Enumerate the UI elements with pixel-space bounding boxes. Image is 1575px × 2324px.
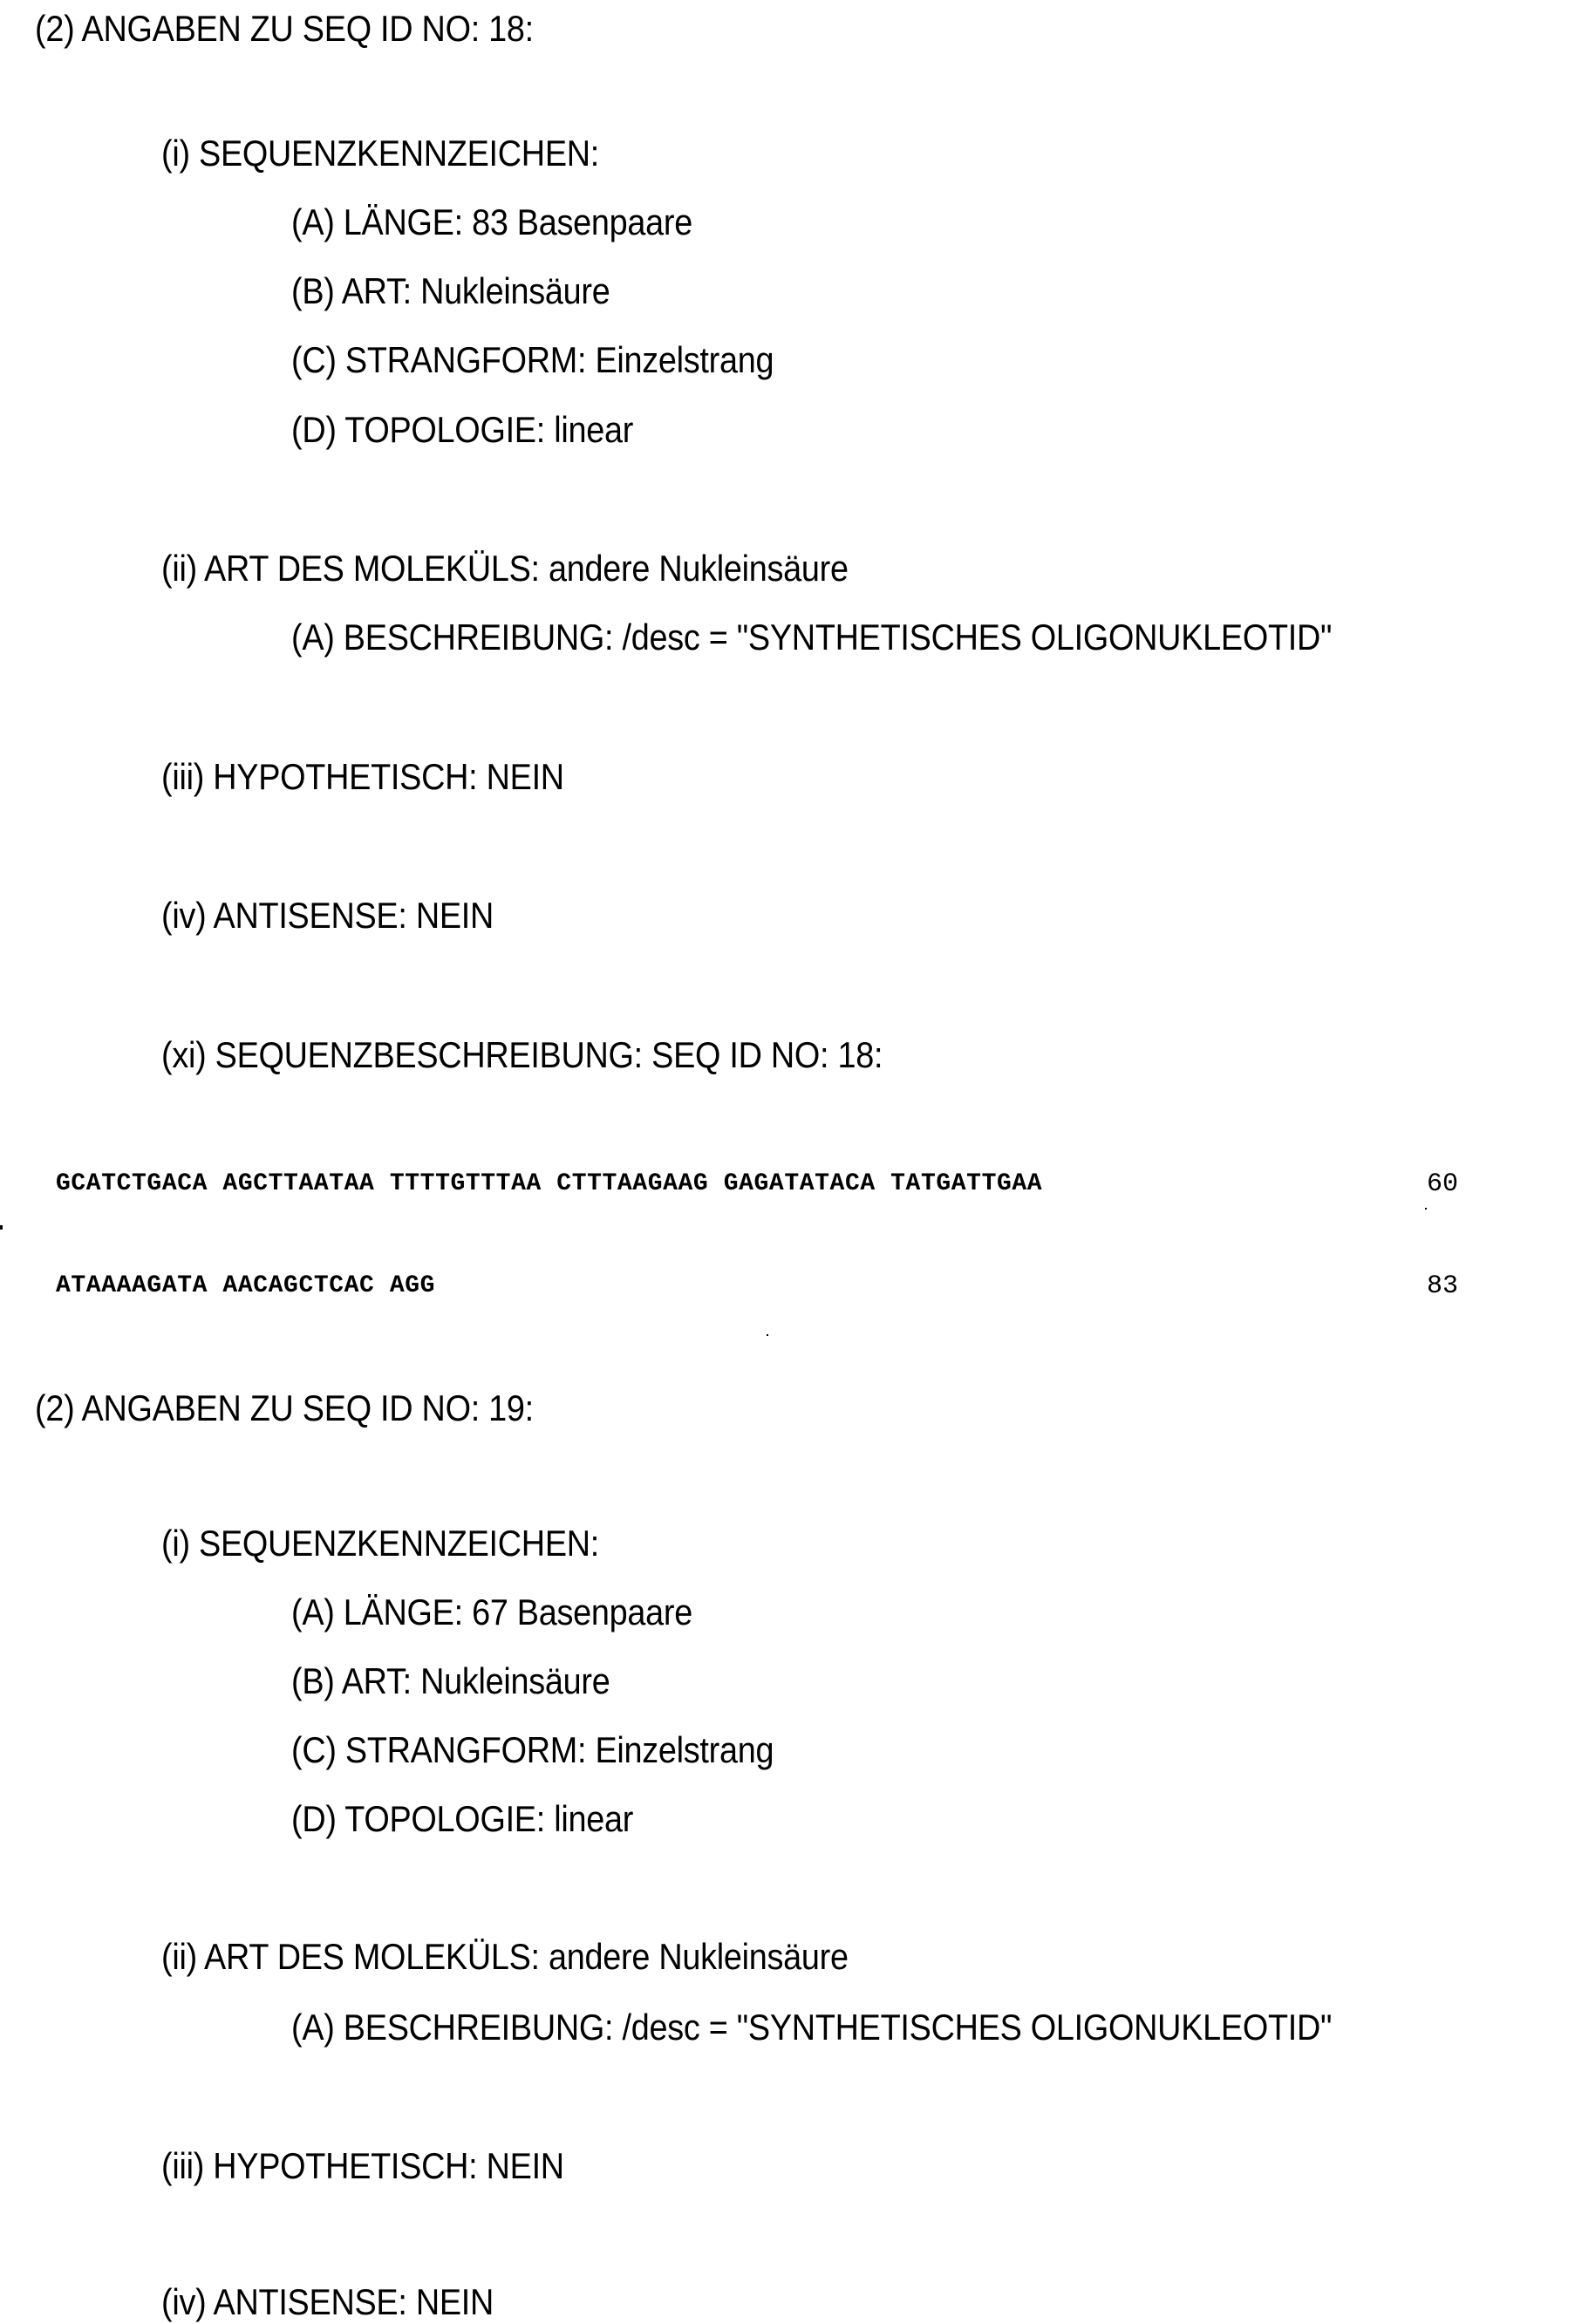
characteristic-strandedness: (C) STRANGFORM: Einzelstrang	[291, 339, 774, 380]
molecule-description: (A) BESCHREIBUNG: /desc = "SYNTHETISCHES OLIGONUKLEOTID"	[291, 617, 1333, 658]
molecule-type: (ii) ART DES MOLEKÜLS: andere Nukleinsäure	[161, 1936, 849, 1977]
sequence-position: 83	[1427, 1271, 1459, 1301]
entry-header: (2) ANGABEN ZU SEQ ID NO: 19:	[35, 1387, 534, 1428]
sequence-line: ATAAAAGATA AACAGCTCAC AGG	[56, 1272, 436, 1299]
antisense: (iv) ANTISENSE: NEIN	[161, 895, 494, 936]
characteristics-title: (i) SEQUENZKENNZEICHEN:	[161, 133, 600, 174]
characteristic-length: (A) LÄNGE: 67 Basenpaare	[291, 1591, 692, 1632]
entry-header: (2) ANGABEN ZU SEQ ID NO: 18:	[35, 8, 534, 49]
characteristic-topology: (D) TOPOLOGIE: linear	[291, 409, 634, 450]
hypothetical: (iii) HYPOTHETISCH: NEIN	[161, 2145, 564, 2186]
characteristic-length: (A) LÄNGE: 83 Basenpaare	[291, 201, 692, 242]
antisense: (iv) ANTISENSE: NEIN	[161, 2281, 494, 2322]
sequence-line: GCATCTGACA AGCTTAATAA TTTTGTTTAA CTTTAAGAAG GAGATATACA TATGATTGAA	[56, 1170, 1043, 1197]
characteristic-strandedness: (C) STRANGFORM: Einzelstrang	[291, 1729, 774, 1770]
scan-speck	[0, 1225, 3, 1230]
molecule-type: (ii) ART DES MOLEKÜLS: andere Nukleinsäure	[161, 548, 849, 589]
sequence-position: 60	[1427, 1169, 1459, 1199]
characteristic-type: (B) ART: Nukleinsäure	[291, 1660, 610, 1701]
hypothetical: (iii) HYPOTHETISCH: NEIN	[161, 756, 564, 797]
characteristics-title: (i) SEQUENZKENNZEICHEN:	[161, 1523, 600, 1564]
scan-speck	[1425, 1208, 1427, 1210]
molecule-description: (A) BESCHREIBUNG: /desc = "SYNTHETISCHES OLIGONUKLEOTID"	[291, 2007, 1333, 2048]
sequence-description-title: (xi) SEQUENZBESCHREIBUNG: SEQ ID NO: 18:	[161, 1034, 883, 1075]
scan-speck	[767, 1334, 768, 1336]
characteristic-topology: (D) TOPOLOGIE: linear	[291, 1798, 634, 1839]
characteristic-type: (B) ART: Nukleinsäure	[291, 270, 610, 311]
